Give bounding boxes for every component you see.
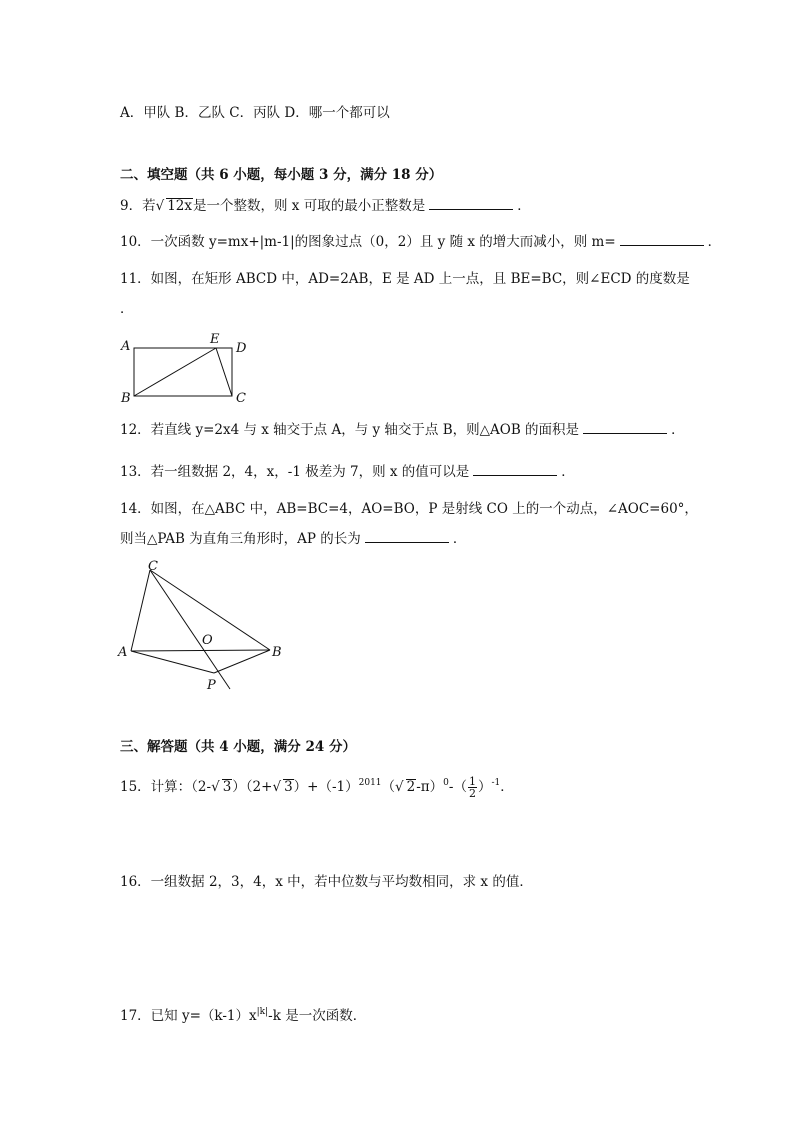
sqrt-icon: √ (211, 779, 220, 795)
question-12 (120, 421, 685, 439)
q15-part: ） (477, 779, 492, 795)
label-p: P (207, 678, 216, 693)
answer-blank-12[interactable] (583, 421, 667, 434)
answer-blank-10[interactable] (620, 233, 704, 246)
q15-radicand: 3 (222, 779, 232, 795)
sqrt-icon: √ (395, 779, 404, 795)
q15-end: ． (500, 779, 514, 795)
fraction-numerator: 1 (468, 775, 476, 788)
q12-text: 12．若直线 y=2x4 与 x 轴交于点 A，与 y 轴交于点 B，则△AOB 的面积是 (120, 422, 580, 438)
segment-ac (131, 570, 150, 651)
segment-ap (131, 651, 214, 673)
rectangle-abcd (134, 348, 232, 396)
question-17 (120, 1003, 366, 1025)
answer-blank-9[interactable] (429, 197, 513, 210)
q9-radicand: 12x (167, 198, 192, 214)
question-14-line2 (120, 530, 466, 548)
section-answer-title: 三、解答题（共 4 小题，满分 24 分） (120, 739, 356, 755)
q15-exponent: 0 (443, 778, 449, 788)
rectangle-figure (116, 330, 256, 408)
fraction-denominator: 2 (468, 787, 476, 800)
label-b: B (272, 645, 282, 660)
q9-end: ． (517, 198, 531, 214)
q17-exponent: |k| (256, 1007, 269, 1017)
q15-exponent: -1 (491, 778, 501, 788)
q15-radicand: 2 (406, 779, 416, 795)
q9-prefix: 9．若 (120, 198, 156, 214)
q10-end: ． (707, 234, 722, 250)
q13-end: ． (561, 464, 575, 480)
segment-be (134, 348, 216, 396)
q17-part: -k 是一次函数． (268, 1008, 367, 1024)
question-13 (120, 463, 575, 481)
label-a: A (118, 645, 128, 660)
segment-pb (214, 650, 270, 673)
segment-ab (131, 650, 270, 651)
label-b: B (121, 391, 131, 406)
q14-end: ． (452, 531, 467, 547)
label-c: C (148, 559, 158, 574)
q15-part: -（ (448, 779, 467, 795)
section-fill-in-title: 二、填空题（共 6 小题，每小题 3 分，满分 18 分） (120, 167, 443, 183)
answer-blank-14[interactable] (365, 530, 449, 543)
q15-part: （ (381, 779, 396, 795)
q15-part: 15．计算：（2- (120, 779, 212, 795)
label-e: E (210, 332, 220, 347)
q9-text: 是一个整数，则 x 可取的最小正整数是 (193, 198, 426, 214)
answer-blank-13[interactable] (473, 463, 557, 476)
question-9 (120, 197, 531, 215)
segment-ec (216, 348, 232, 396)
label-a: A (121, 339, 131, 354)
question-16: 16．一组数据 2，3，4，x 中，若中位数与平均数相同，求 x 的值． (120, 874, 533, 890)
label-o: O (202, 633, 213, 648)
q11-end: ． (120, 301, 134, 317)
q17-part: 17．已知 y=（k-1）x (120, 1008, 257, 1024)
triangle-figure (112, 556, 292, 694)
q12-end: ． (671, 422, 685, 438)
q15-radicand: 3 (284, 779, 293, 795)
question-8-options: A．甲队 B．乙队 C．丙队 D．哪一个都可以 (120, 105, 390, 121)
question-15 (120, 774, 514, 799)
sqrt-icon: √ (155, 198, 165, 214)
q10-text: 10．一次函数 y=mx+|m-1|的图象过点（0，2）且 y 随 x 的增大而减小，则 m= (120, 234, 616, 250)
sqrt-icon: √ (272, 779, 282, 795)
label-c: C (236, 391, 246, 406)
q15-part: ）（2+ (232, 779, 273, 795)
label-d: D (236, 341, 247, 356)
fraction (468, 776, 477, 799)
q15-part: ）+（-1） (293, 779, 359, 795)
q13-text: 13．若一组数据 2，4，x，-1 极差为 7，则 x 的值可以是 (120, 464, 470, 480)
question-14-line1: 14．如图，在△ABC 中，AB=BC=4，AO=BO，P 是射线 CO 上的一个动点，∠AOC=60°， (120, 501, 698, 517)
q14-text: 则当△PAB 为直角三角形时，AP 的长为 (120, 531, 361, 547)
question-11 (120, 270, 690, 288)
q15-part: -π） (416, 779, 444, 795)
q11-text: 11．如图，在矩形 ABCD 中，AD=2AB，E 是 AD 上一点，且 BE=BC，则∠ECD 的度数是 (120, 271, 690, 287)
q15-exponent: 2011 (358, 778, 382, 788)
question-10 (120, 233, 721, 251)
